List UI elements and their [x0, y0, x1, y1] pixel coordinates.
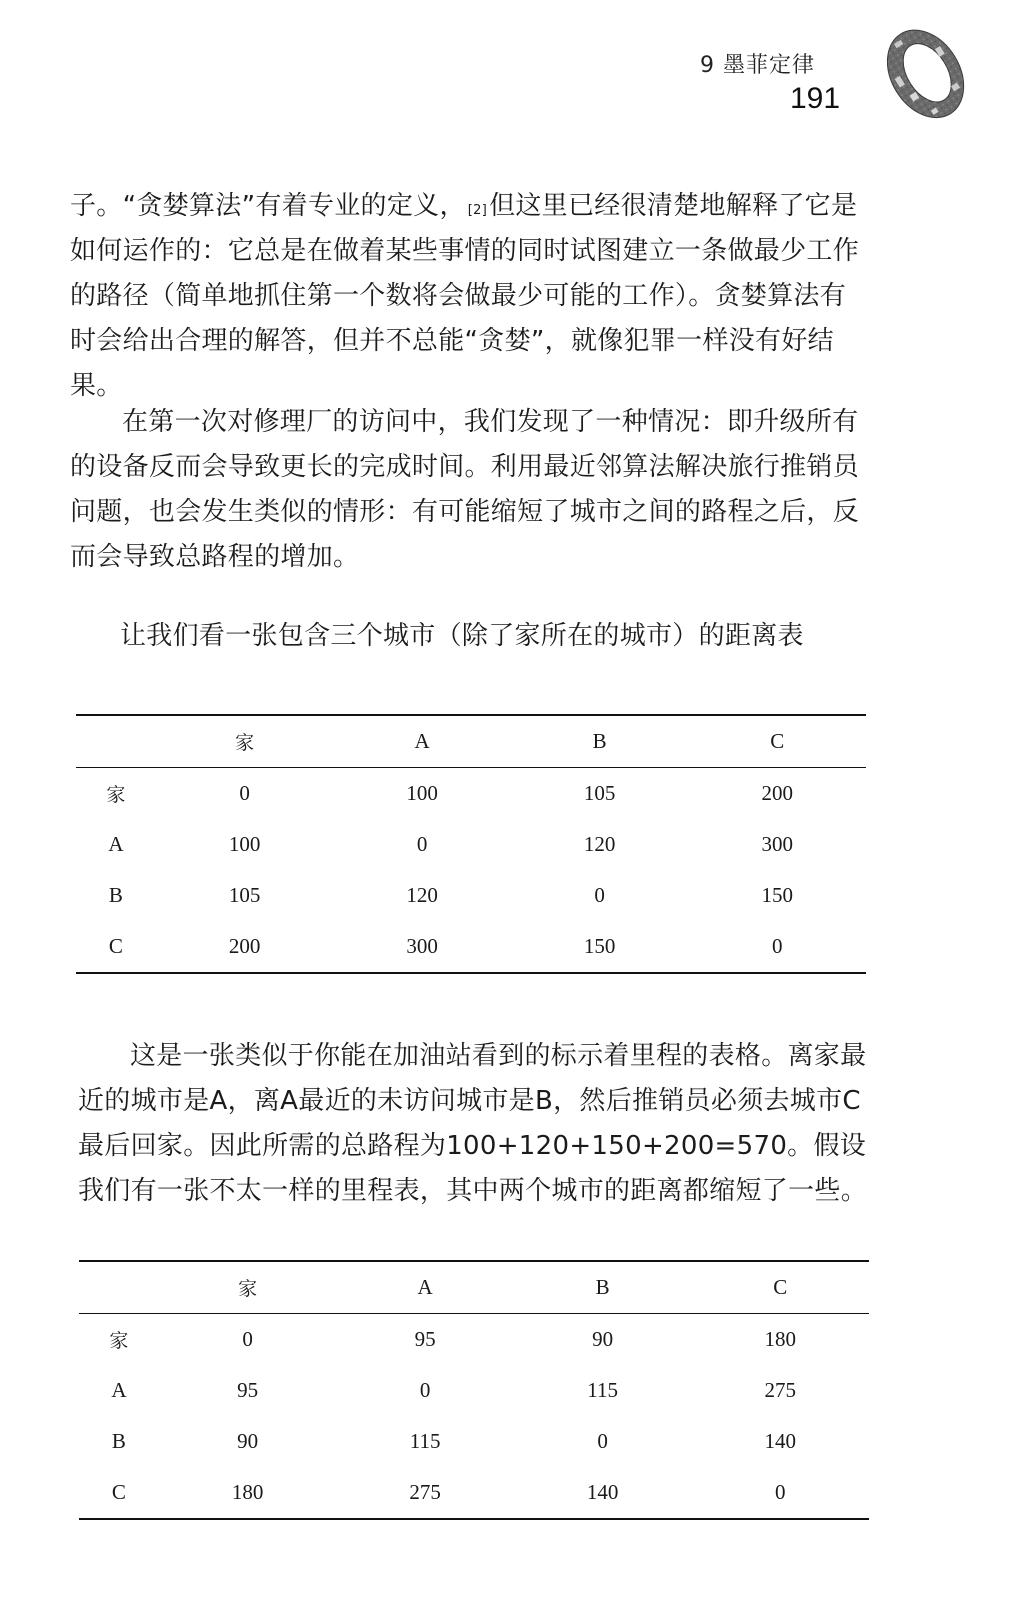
table-cell: 0 — [771, 934, 783, 958]
distance-table-shortened — [79, 1260, 869, 1520]
paragraph-repair-shop — [70, 400, 870, 580]
table-header-cell: C — [770, 729, 785, 753]
mobius-ring-icon — [880, 18, 970, 128]
row-label: A — [111, 1378, 127, 1402]
table-header-cell: C — [773, 1275, 788, 1299]
table-cell: 115 — [409, 1429, 441, 1453]
table-cell: 200 — [228, 934, 261, 958]
row-label: C — [108, 934, 123, 958]
table-cell: 120 — [406, 883, 438, 907]
page-number: 191 — [790, 82, 841, 115]
table-cell: 115 — [587, 1378, 619, 1402]
row-label: A — [108, 832, 124, 856]
table-cell: 180 — [764, 1327, 796, 1351]
table-cell: 0 — [774, 1480, 786, 1504]
table-row — [76, 870, 866, 921]
table-header-cell: 家 — [238, 1278, 258, 1300]
table-header-row — [79, 1261, 869, 1314]
table-cell: 0 — [597, 1429, 608, 1453]
table-row — [79, 1416, 869, 1467]
table-header-cell: 家 — [235, 732, 255, 754]
row-label: 家 — [106, 784, 126, 806]
table-cell: 90 — [237, 1429, 259, 1453]
row-label: C — [111, 1480, 126, 1504]
footnote-marker[interactable]: [2] — [467, 203, 488, 218]
paragraph-text: 这是一张类似于你能在加油站看到的标示着里程的表格。离家最近的城市是A，离A最近的未访问城市是B，然后推销员必须去城市C最后回家。因此所需的总路程为100+120+150+200=570。假设我们有一张不太一样的里程表，其中两个城市的距离都缩短了一些。 — [78, 1041, 868, 1206]
row-label: B — [111, 1429, 126, 1453]
table-cell: 275 — [764, 1378, 796, 1402]
table-header-cell: B — [595, 1275, 610, 1299]
table-cell: 120 — [583, 832, 616, 856]
table-cell: 150 — [583, 934, 616, 958]
row-label: 家 — [109, 1330, 129, 1352]
table-cell: 105 — [228, 883, 261, 907]
table-cell: 180 — [231, 1480, 264, 1504]
paragraph-greedy-algorithm — [70, 184, 870, 409]
table-row — [79, 1314, 869, 1366]
table-cell: 300 — [406, 934, 438, 958]
table-cell: 95 — [414, 1327, 436, 1351]
table-cell: 0 — [242, 1327, 253, 1351]
paragraph-mileage-explanation — [78, 1034, 878, 1214]
table-cell: 0 — [416, 832, 428, 856]
table-cell: 300 — [761, 832, 793, 856]
table-row — [79, 1365, 869, 1416]
table-cell: 0 — [239, 781, 250, 805]
table-cell: 200 — [761, 781, 793, 805]
table-header-cell — [76, 715, 156, 768]
row-label: B — [108, 883, 123, 907]
table-cell: 90 — [592, 1327, 614, 1351]
table-row — [76, 921, 866, 973]
table-header-cell — [79, 1261, 159, 1314]
table-header-row — [76, 715, 866, 768]
table-row — [79, 1467, 869, 1519]
table-cell: 140 — [586, 1480, 619, 1504]
table-row — [76, 768, 866, 820]
paragraph-text: 在第一次对修理厂的访问中，我们发现了一种情况：即升级所有的设备反而会导致更长的完成时间。利用最近邻算法解决旅行推销员问题，也会发生类似的情形：有可能缩短了城市之间的路程之后，反而会导致总路程的增加。 — [70, 407, 860, 572]
paragraph-table-intro: 让我们看一张包含三个城市（除了家所在的城市）的距离表 — [120, 621, 804, 651]
table-cell: 95 — [237, 1378, 259, 1402]
table-cell: 105 — [583, 781, 616, 805]
paragraph-text: 但这里已经很清楚地解释了它是如何运作的：它总是在做着某些事情的同时试图建立一条做最少工作的路径（简单地抓住第一个数将会做最少可能的工作）。贪婪算法有时会给出合理的解答，但并不总能“贪婪”，就像犯罪一样没有好结果。 — [70, 191, 860, 401]
table-cell: 100 — [406, 781, 438, 805]
table-cell: 150 — [761, 883, 793, 907]
table-row — [76, 819, 866, 870]
table-header-cell: A — [414, 729, 430, 753]
table-cell: 100 — [228, 832, 261, 856]
table-header-cell: A — [417, 1275, 433, 1299]
paragraph-text: 子。“贪婪算法”有着专业的定义， — [70, 191, 466, 221]
distance-table-original — [76, 714, 866, 974]
table-header-cell: B — [592, 729, 607, 753]
table-cell: 275 — [409, 1480, 441, 1504]
table-cell: 140 — [764, 1429, 796, 1453]
table-cell: 0 — [594, 883, 605, 907]
running-head: 9 墨菲定律 — [700, 53, 815, 78]
table-cell: 0 — [419, 1378, 431, 1402]
